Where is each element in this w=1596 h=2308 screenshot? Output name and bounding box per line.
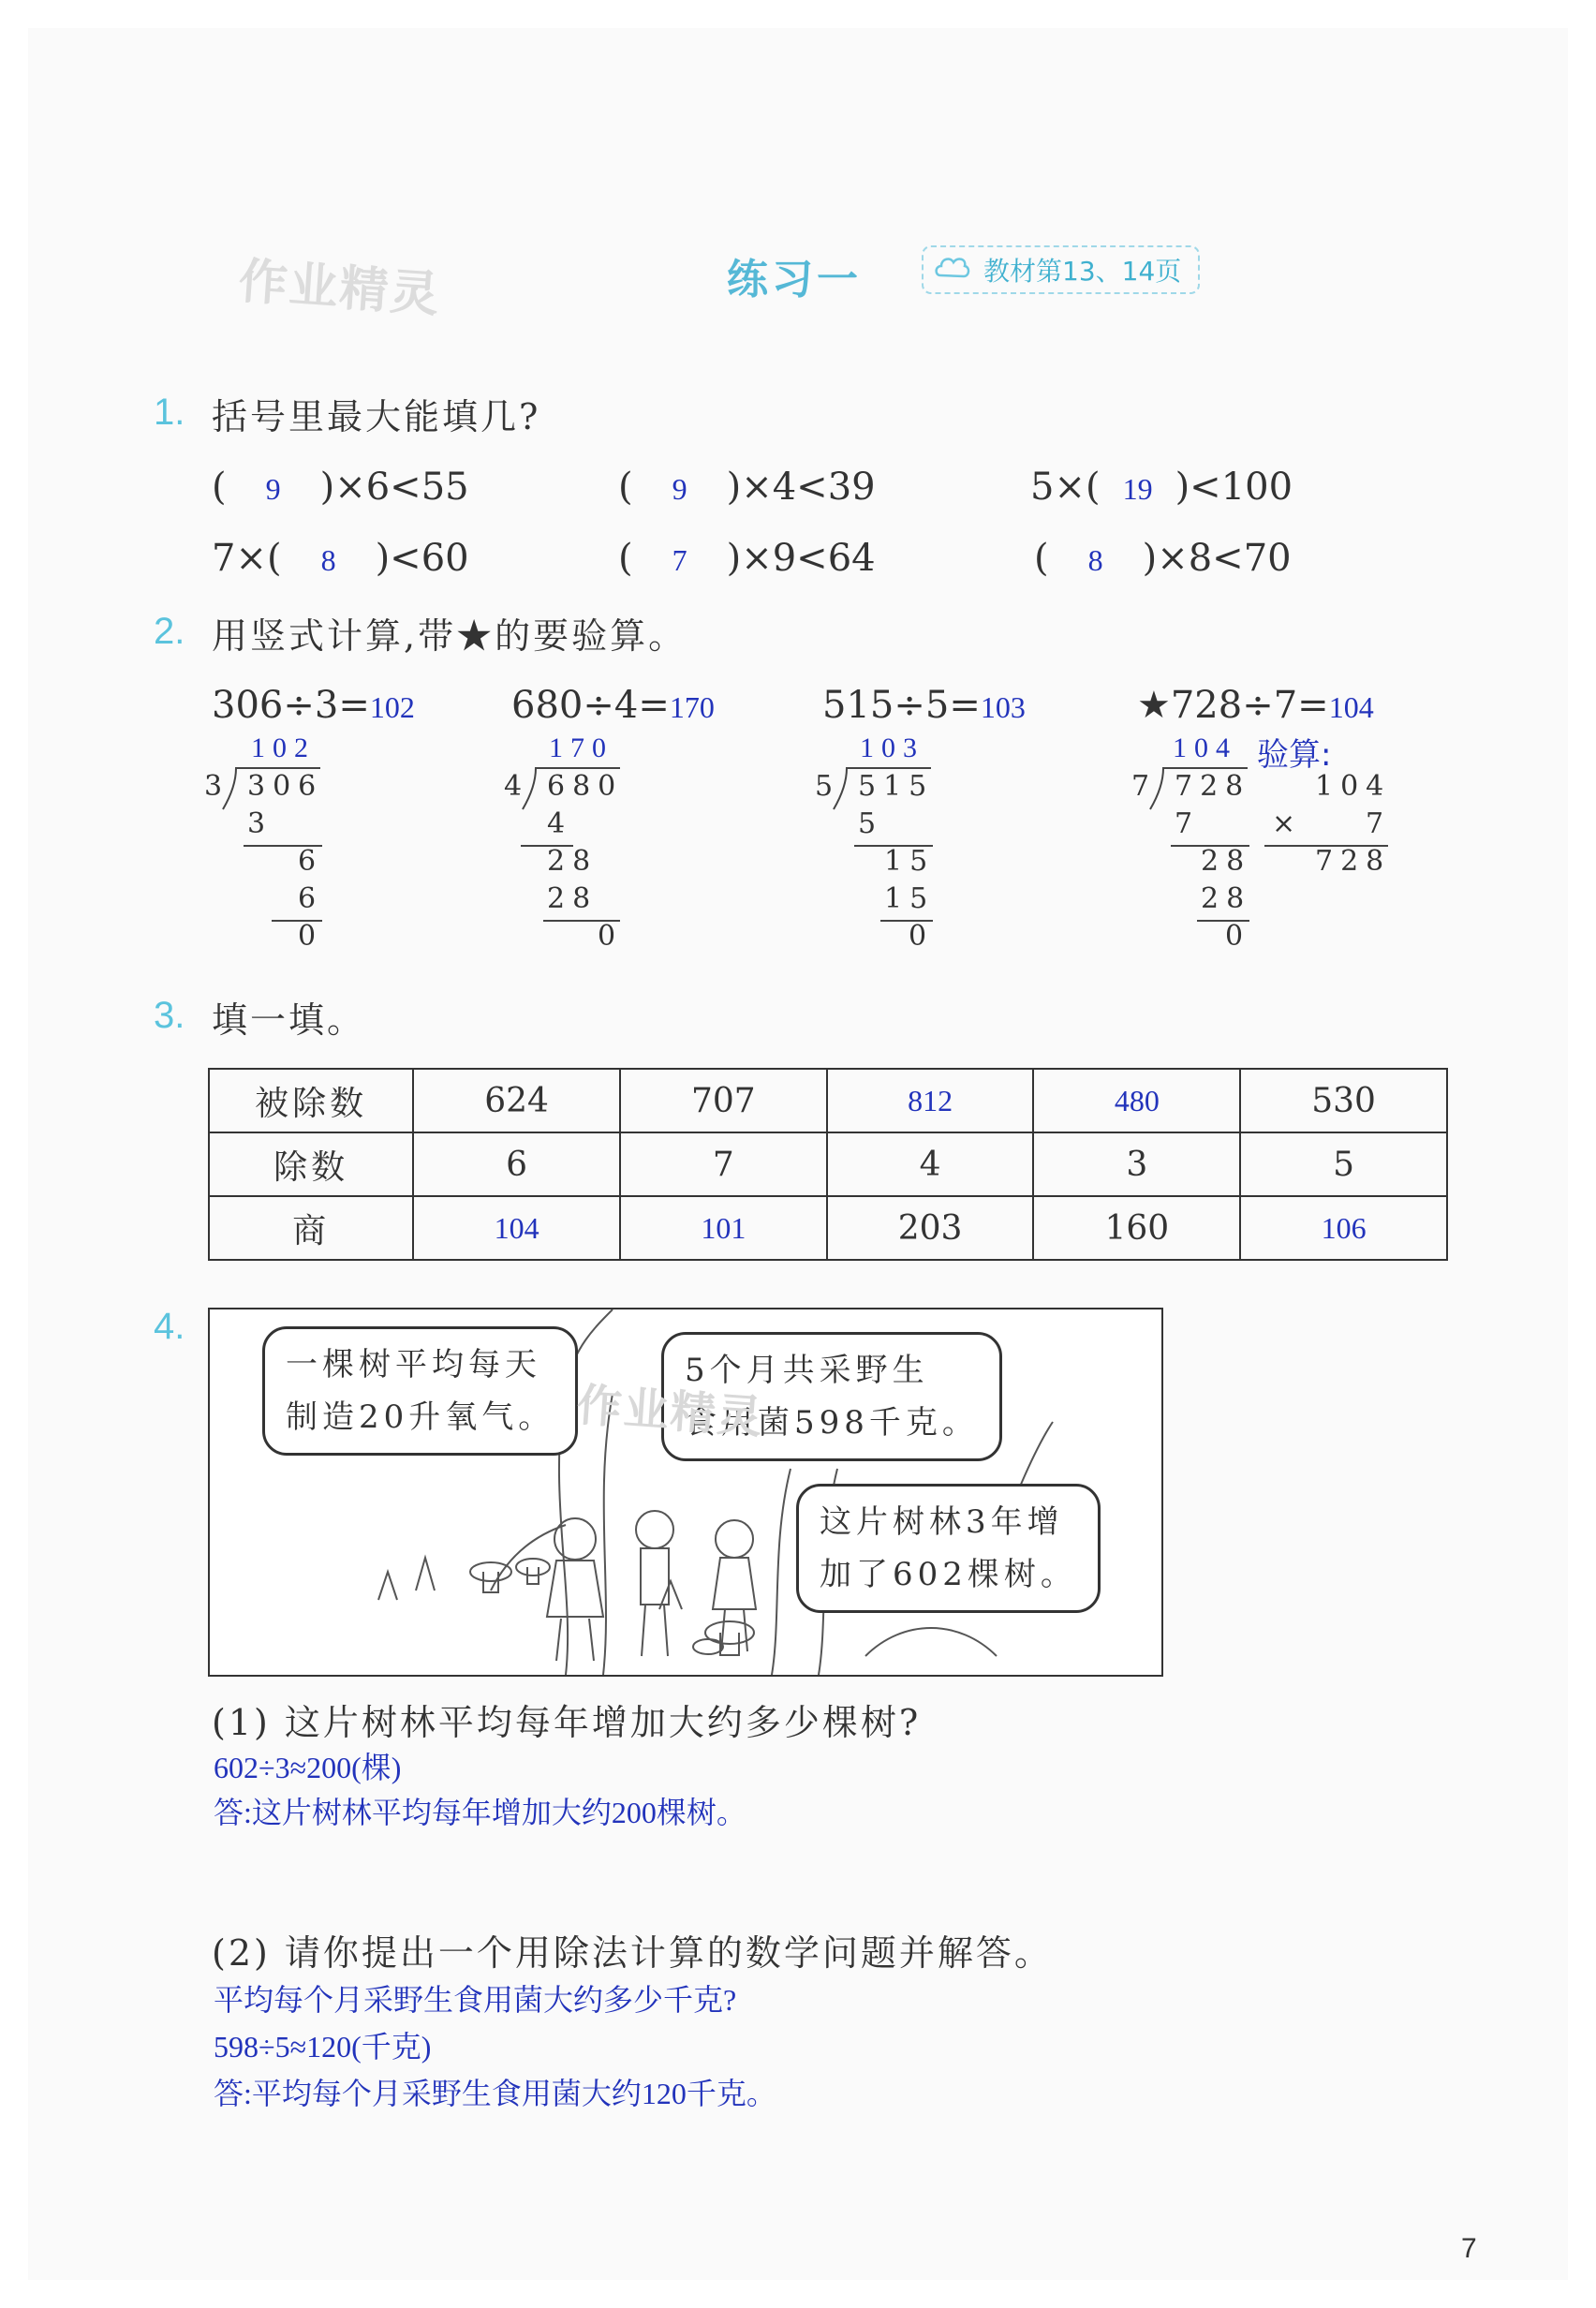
q1-answer: 19 (1122, 472, 1153, 506)
table-cell-answer: 101 (620, 1196, 827, 1260)
cloud-icon (935, 253, 970, 283)
q4-sub1-calc: 602÷3≈200(棵) (214, 1751, 402, 1784)
q1-prompt: 括号里最大能填几? (212, 396, 541, 437)
quotient: 170 (549, 732, 613, 763)
table-row (209, 1069, 1447, 1132)
q1-answer: 8 (320, 543, 336, 577)
table-cell-answer: 812 (827, 1069, 1034, 1132)
quotient: 103 (860, 732, 924, 763)
dividend: 306 (247, 770, 324, 803)
q1-item: 5×( 19 )<100 (1030, 466, 1293, 509)
division-bracket (832, 766, 935, 811)
table-cell: 7 (620, 1132, 827, 1196)
remainder-step: 28 (1201, 845, 1252, 878)
q1-item: ( 9 )×6<55 (212, 466, 469, 509)
q4-sub1-question: (1) 这片树林平均每年增加大约多少棵树? (212, 1702, 922, 1743)
division-bracket (1148, 766, 1251, 811)
row-label: 被除数 (209, 1069, 413, 1132)
check-result: 728 (1315, 845, 1392, 878)
remainder-step: 15 (884, 845, 936, 878)
divisor: 7 (1131, 770, 1158, 803)
division-answer: 103 (980, 690, 1026, 724)
remainder: 0 (1225, 920, 1251, 953)
division-bracket (221, 766, 324, 811)
table-cell: 203 (827, 1196, 1034, 1260)
q4-number: 4. (154, 1306, 185, 1347)
q1-item: ( 7 )×9<64 (618, 537, 876, 580)
page-number: 7 (1461, 2233, 1477, 2264)
table-row (209, 1196, 1447, 1260)
remainder-step: 28 (547, 845, 598, 878)
division-expression: 515÷5=103 (822, 684, 1026, 727)
dividend: 728 (1175, 770, 1251, 803)
q4-sub2-question: (2) 请你提出一个用除法计算的数学问题并解答。 (212, 1932, 1053, 1974)
divisor: 3 (204, 770, 230, 803)
division-expression: 306÷3=102 (212, 684, 415, 727)
remainder-step: 6 (298, 845, 324, 878)
division-bracket (521, 766, 624, 811)
table-cell-answer: 104 (413, 1196, 620, 1260)
subtract-line: 3 (247, 807, 273, 840)
speech-bubble: 5个月共采野生 食用菌598千克。 (661, 1332, 1002, 1461)
dividend: 680 (547, 770, 624, 803)
q3-prompt: 填一填。 (212, 999, 366, 1041)
table-cell: 624 (413, 1069, 620, 1132)
table-cell: 4 (827, 1132, 1034, 1196)
q4-sub1-answer: 答:这片树林平均每年增加大约200棵树。 (214, 1796, 746, 1829)
table-cell: 530 (1240, 1069, 1447, 1132)
table-row (209, 1132, 1447, 1196)
division-answer: 170 (669, 690, 715, 724)
subtract-line: 6 (298, 882, 324, 915)
quotient: 102 (251, 732, 316, 763)
check-top: 104 (1315, 770, 1392, 803)
quotient: 104 (1173, 732, 1237, 763)
q1-number: 1. (154, 392, 185, 433)
q1-item: ( 9 )×4<39 (618, 466, 876, 509)
row-label: 除数 (209, 1132, 413, 1196)
remainder: 0 (298, 920, 324, 953)
q4-sub2-calc: 598÷5≈120(千克) (214, 2030, 432, 2064)
fill-table (208, 1068, 1448, 1261)
subtract-line: 4 (547, 807, 573, 840)
subtract-line: 28 (1201, 882, 1252, 915)
table-cell-answer: 480 (1033, 1069, 1240, 1132)
subtract-line: 7 (1175, 807, 1201, 840)
speech-bubble: 这片树林3年增 加了602棵树。 (796, 1484, 1101, 1613)
check-multiplier: 7 (1366, 807, 1392, 840)
q2-prompt: 用竖式计算,带★的要验算。 (212, 615, 687, 657)
q4-sub2-answer: 答:平均每个月采野生食用菌大约120千克。 (214, 2077, 776, 2110)
division-expression: ★728÷7=104 (1137, 684, 1374, 727)
division-answer: 104 (1328, 690, 1374, 724)
divisor: 5 (815, 770, 841, 803)
page-title: 练习一 (727, 256, 862, 303)
q3-number: 3. (154, 995, 185, 1036)
q1-item: 7×( 8 )<60 (212, 537, 469, 580)
forest-illustration (208, 1308, 1163, 1677)
q4-sub2-problem: 平均每个月采野生食用菌大约多少千克? (214, 1983, 737, 2017)
q1-answer: 9 (265, 472, 281, 506)
table-cell: 707 (620, 1069, 827, 1132)
subtract-line: 5 (858, 807, 884, 840)
q1-answer: 8 (1087, 543, 1103, 577)
remainder: 0 (909, 920, 935, 953)
division-expression: 680÷4=170 (511, 684, 715, 727)
textbook-ref-text: 教材第13、14页 (983, 256, 1182, 287)
watermark: 作业精灵 (236, 253, 443, 324)
table-cell: 5 (1240, 1132, 1447, 1196)
q1-answer: 9 (672, 472, 687, 506)
divisor: 4 (504, 770, 530, 803)
check-label: 验算: (1257, 736, 1332, 774)
check-operator: × (1272, 807, 1304, 840)
q2-number: 2. (154, 611, 185, 652)
table-cell: 3 (1033, 1132, 1240, 1196)
picture-watermark: 作业精灵 (574, 1379, 766, 1444)
subtract-line: 15 (884, 882, 936, 915)
subtract-line: 28 (547, 882, 598, 915)
table-cell-answer: 106 (1240, 1196, 1447, 1260)
table-cell: 6 (413, 1132, 620, 1196)
textbook-ref (922, 245, 1200, 294)
q1-answer: 7 (672, 543, 687, 577)
dividend: 515 (858, 770, 935, 803)
division-answer: 102 (369, 690, 415, 724)
table-cell: 160 (1033, 1196, 1240, 1260)
speech-bubble: 一棵树平均每天 制造20升氧气。 (262, 1326, 578, 1456)
q1-item: ( 8 )×8<70 (1034, 537, 1292, 580)
row-label: 商 (209, 1196, 413, 1260)
remainder: 0 (598, 920, 624, 953)
